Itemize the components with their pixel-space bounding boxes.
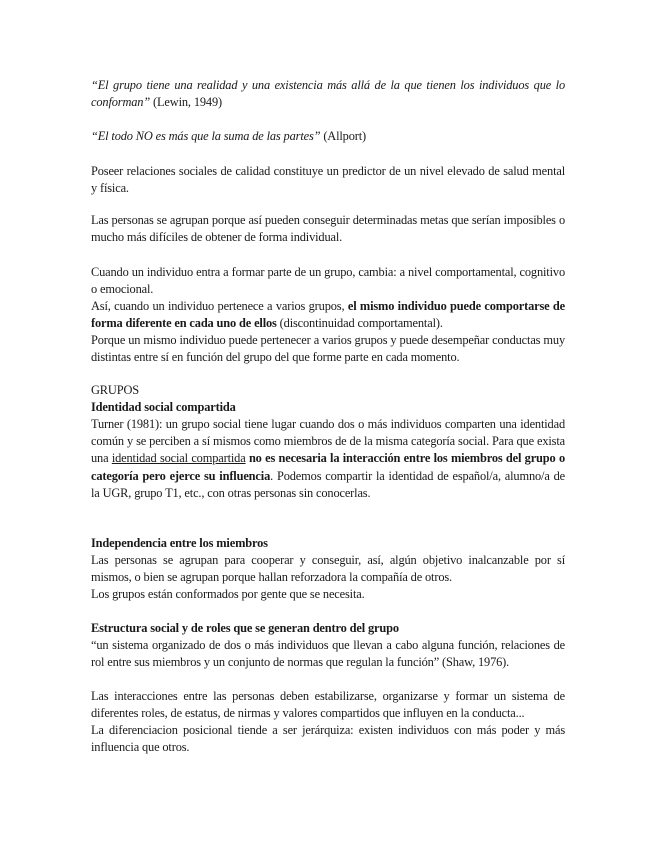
discontinuidad-end: (discontinuidad comportamental). <box>276 316 443 331</box>
paragraph-cooperar: Las personas se agrupan para cooperar y conseguir, así, algún objetivo inalcanzable por sí mismos, o bien se agrupan porque hallan reforzadora la compañía de otros. <box>91 553 565 585</box>
turner-bold: no es necesaria la interacción entre los miembros del grupo o categoría pero ejerce su influencia <box>91 451 565 483</box>
discontinuidad-intro: Así, cuando un individuo pertenece a varios grupos, <box>91 299 348 313</box>
paragraph-discontinuidad <box>91 298 565 332</box>
paragraph-turner <box>91 416 565 502</box>
identidad-social-underlined: identidad social compartida <box>111 451 246 466</box>
quote-allport-author: (Allport) <box>320 129 367 143</box>
paragraph-salud: Poseer relaciones sociales de calidad constituye un predictor de un nivel elevado de salud mental y física. <box>91 164 565 196</box>
paragraph-necesita: Los grupos están conformados por gente que se necesita. <box>91 587 365 601</box>
quote-lewin-author: (Lewin, 1949) <box>150 95 222 110</box>
heading-identidad-social: Identidad social compartida <box>91 400 236 414</box>
paragraph-cambio: Cuando un individuo entra a formar parte de un grupo, cambia: a nivel comportamental, cognitivo o emocional. <box>91 265 565 297</box>
paragraph-jerarquia: La diferenciacion posicional tiende a ser jerárquiza: existen individuos con más poder y más influencia que otros. <box>91 723 565 755</box>
discontinuidad-bold: el mismo individuo puede comportarse de forma diferente en cada uno de ellos <box>91 299 565 331</box>
quote-lewin <box>91 77 565 111</box>
heading-independencia: Independencia entre los miembros <box>91 536 268 550</box>
quote-lewin-text: “El grupo tiene una realidad y una existencia más allá de la que tienen los individuos que lo conforman” <box>91 78 565 110</box>
paragraph-metas: Las personas se agrupan porque así pueden conseguir determinadas metas que serían imposibles o mucho más difíciles de obtener de forma individual. <box>91 213 565 245</box>
paragraph-shaw: “un sistema organizado de dos o más individuos que llevan a cabo alguna función, relaciones de rol entre sus miembros y un conjunto de normas que regulan la función” (Shaw, 1976). <box>91 638 565 670</box>
paragraph-conductas: Porque un mismo individuo puede pertenecer a varios grupos y puede desempeñar conductas muy distintas entre sí en función del grupo del que forme parte en cada momento. <box>91 333 565 365</box>
heading-estructura: Estructura social y de roles que se generan dentro del grupo <box>91 621 399 635</box>
paragraph-interacciones: Las interacciones entre las personas deben estabilizarse, organizarse y formar un sistema de diferentes roles, de estatus, de nirmas y valores compartidos que influyen en la conducta... <box>91 689 565 721</box>
section-label-grupos: GRUPOS <box>91 383 139 397</box>
quote-allport-text: “El todo NO es más que la suma de las partes” <box>91 129 321 143</box>
turner-text: Turner (1981): un grupo social tiene lugar cuando dos o más individuos comparten una identidad común y se perciben a sí mismos como miembros de de la misma categoría social. Para que exista una <box>91 417 565 466</box>
quote-allport <box>91 128 565 145</box>
turner-end: . Podemos compartir la identidad de español/a, alumno/a de la UGR, grupo T1, etc., con otras personas sin conocerlas. <box>91 468 565 500</box>
